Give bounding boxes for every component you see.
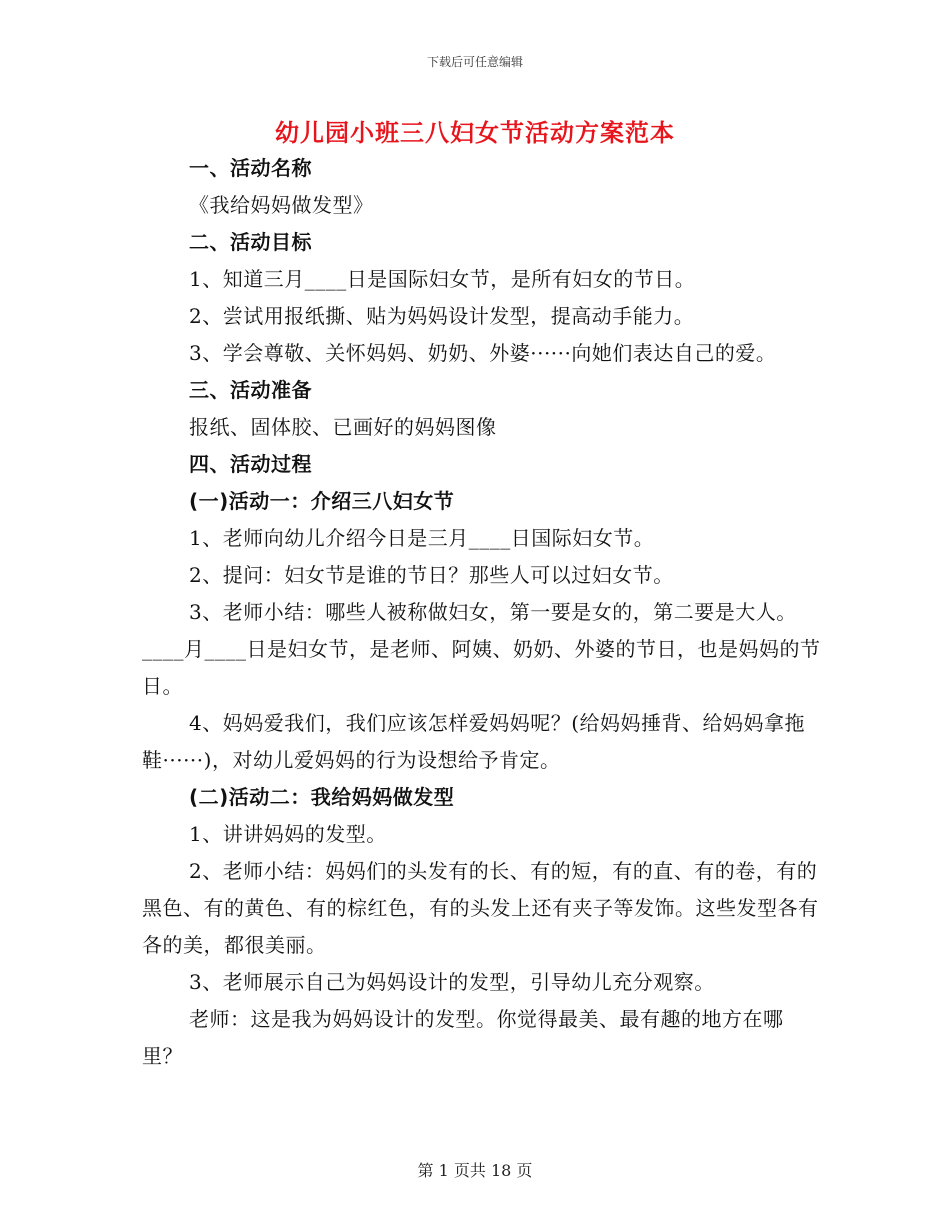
- document-body: [142, 150, 822, 1075]
- activity-1-item-1: 1、老师向幼儿介绍今日是三月____日国际妇女节。: [189, 526, 655, 550]
- section-heading-preparation: 三、活动准备: [189, 378, 312, 402]
- preparation-text: 报纸、固体胶、已画好的妈妈图像: [189, 415, 497, 439]
- goal-item-2: 2、尝试用报纸撕、贴为妈妈设计发型，提高动手能力。: [189, 304, 695, 328]
- goal-item-3: 3、学会尊敬、关怀妈妈、奶奶、外婆······向她们表达自己的爱。: [189, 341, 777, 365]
- activity-1-item-3: 3、老师小结：哪些人被称做妇女，第一要是女的，第二要是大人。____月____日是妇女节，是老师、阿姨、奶奶、外婆的节日，也是妈妈的节日。: [142, 600, 821, 698]
- activity-2-heading: (二)活动二：我给妈妈做发型: [189, 785, 455, 809]
- page-footer: 第 1 页共 18 页: [417, 1161, 533, 1180]
- activity-1-item-4: 4、妈妈爱我们，我们应该怎样爱妈妈呢？(给妈妈捶背、给妈妈拿拖鞋······)，对幼儿爱妈妈的行为设想给予肯定。: [142, 711, 806, 772]
- activity-2-item-4: 老师：这是我为妈妈设计的发型。你觉得最美、最有趣的地方在哪里？: [142, 1007, 784, 1068]
- section-heading-activity-goals: 二、活动目标: [189, 230, 312, 254]
- section-heading-activity-name: 一、活动名称: [189, 156, 312, 180]
- document-title: 幼儿园小班三八妇女节活动方案范本: [275, 118, 675, 147]
- activity-1-heading: (一)活动一：介绍三八妇女节: [189, 489, 455, 513]
- goal-item-1: 1、知道三月____日是国际妇女节，是所有妇女的节日。: [189, 267, 696, 291]
- activity-2-item-3: 3、老师展示自己为妈妈设计的发型，引导幼儿充分观察。: [189, 970, 715, 994]
- activity-1-item-2: 2、提问：妇女节是谁的节日？那些人可以过妇女节。: [189, 563, 674, 587]
- activity-name-text: 《我给妈妈做发型》: [189, 193, 374, 217]
- section-heading-process: 四、活动过程: [189, 452, 312, 476]
- header-note: 下载后可任意编辑: [426, 55, 523, 69]
- activity-2-item-1: 1、讲讲妈妈的发型。: [189, 822, 387, 846]
- activity-2-item-2: 2、老师小结：妈妈们的头发有的长、有的短，有的直、有的卷，有的黑色、有的黄色、有的棕红色，有的头发上还有夹子等发饰。这些发型各有各的美，都很美丽。: [142, 859, 819, 957]
